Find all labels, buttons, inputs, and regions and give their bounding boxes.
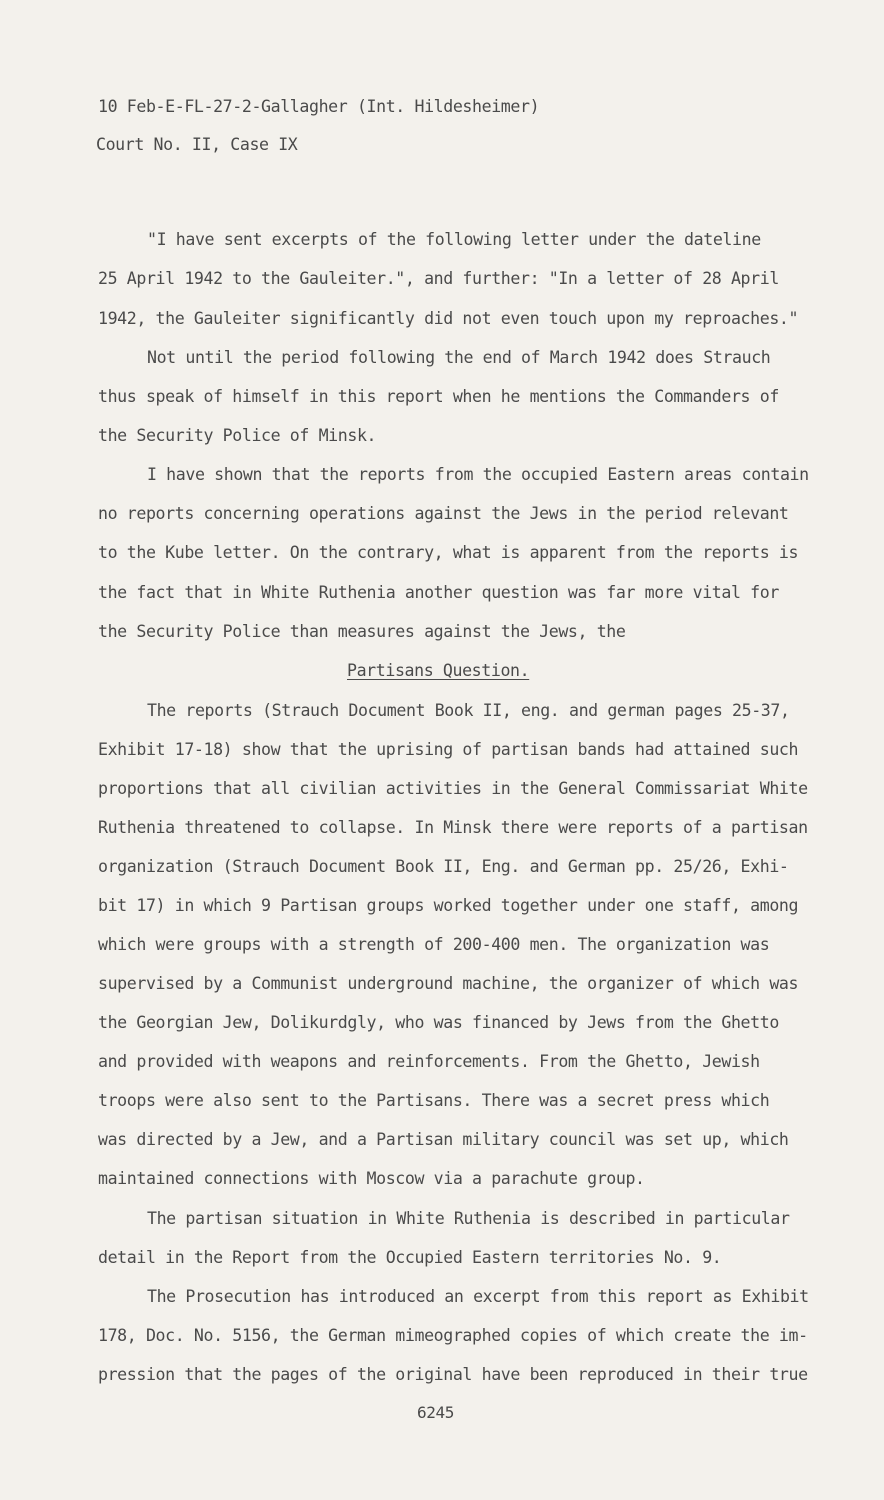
header-line-2: Court No. II, Case IX	[96, 135, 298, 154]
text-line: The reports (Strauch Document Book II, eng. and german pages 25-37,	[147, 701, 790, 720]
text-line: organization (Strauch Document Book II, Eng. and German pp. 25/26, Exhi-	[98, 857, 789, 876]
text-line: "I have sent excerpts of the following letter under the dateline	[147, 230, 761, 249]
text-line: proportions that all civilian activities in the General Commissariat White	[98, 779, 808, 798]
text-line: detail in the Report from the Occupied Eastern territories No. 9.	[98, 1248, 722, 1267]
text-line: bit 17) in which 9 Partisan groups worked together under one staff, among	[98, 896, 799, 915]
text-line: maintained connections with Moscow via a parachute group.	[98, 1169, 645, 1188]
text-line: the Georgian Jew, Dolikurdgly, who was financed by Jews from the Ghetto	[98, 1013, 779, 1032]
text-line: which were groups with a strength of 200-400 men. The organization was	[98, 935, 770, 954]
text-line: Ruthenia threatened to collapse. In Minsk there were reports of a partisan	[98, 818, 808, 837]
text-line: Exhibit 17-18) show that the uprising of partisan bands had attained such	[98, 740, 799, 759]
section-heading: Partisans Question.	[347, 661, 530, 680]
text-line: the fact that in White Ruthenia another question was far more vital for	[98, 583, 779, 602]
text-line: no reports concerning operations against the Jews in the period relevant	[98, 504, 789, 523]
text-line: supervised by a Communist underground machine, the organizer of which was	[98, 974, 799, 993]
text-line: I have shown that the reports from the occupied Eastern areas contain	[147, 465, 809, 484]
header-line-1: 10 Feb-E-FL-27-2-Gallagher (Int. Hildesheimer)	[98, 97, 540, 116]
text-line: 178, Doc. No. 5156, the German mimeographed copies of which create the im-	[98, 1326, 808, 1345]
page-number: 6245	[417, 1403, 454, 1422]
text-line: 25 April 1942 to the Gauleiter.", and further: "In a letter of 28 April	[98, 269, 779, 288]
text-line: The Prosecution has introduced an excerpt from this report as Exhibit	[147, 1287, 809, 1306]
text-line: and provided with weapons and reinforcements. From the Ghetto, Jewish	[98, 1052, 760, 1071]
text-line: The partisan situation in White Ruthenia is described in particular	[147, 1209, 790, 1228]
text-line: 1942, the Gauleiter significantly did not even touch upon my reproaches."	[98, 309, 799, 328]
text-line: thus speak of himself in this report when he mentions the Commanders of	[98, 387, 779, 406]
text-line: was directed by a Jew, and a Partisan military council was set up, which	[98, 1130, 789, 1149]
text-line: to the Kube letter. On the contrary, what is apparent from the reports is	[98, 543, 799, 562]
text-line: troops were also sent to the Partisans. There was a secret press which	[98, 1091, 770, 1110]
text-line: Not until the period following the end of March 1942 does Strauch	[147, 348, 771, 367]
text-line: pression that the pages of the original have been reproduced in their true	[98, 1365, 808, 1384]
text-line: the Security Police of Minsk.	[98, 426, 377, 445]
text-line: the Security Police than measures against the Jews, the	[98, 622, 626, 641]
